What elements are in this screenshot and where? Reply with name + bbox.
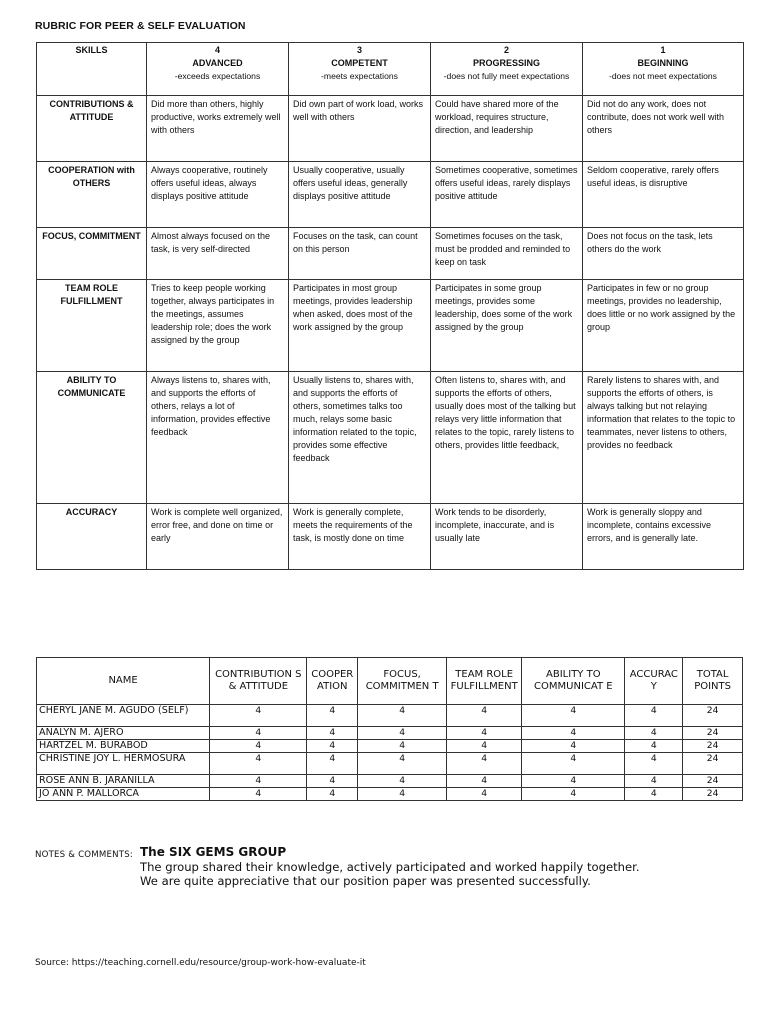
notes-line: The group shared their knowledge, actively participated and worked happily together.: [140, 859, 640, 874]
level-header-3: 3 COMPETENT -meets expectations: [289, 43, 431, 96]
rubric-cell: Did more than others, highly productive, works extremely well with others: [147, 96, 289, 162]
score-cell: 4: [358, 753, 447, 775]
skill-name: TEAM ROLE FULFILLMENT: [37, 280, 147, 372]
skill-name: CONTRIBUTIONS & ATTITUDE: [37, 96, 147, 162]
member-name: ROSE ANN B. JARANILLA: [37, 775, 210, 788]
document-title: RUBRIC FOR PEER & SELF EVALUATION: [35, 20, 246, 32]
score-cell: 4: [210, 727, 307, 740]
rubric-cell: Work is complete well organized, error free, and done on time or early: [147, 504, 289, 570]
score-cell: 4: [447, 788, 522, 801]
source-citation: Source: https://teaching.cornell.edu/resource/group-work-how-evaluate-it: [35, 958, 366, 968]
score-table: [36, 657, 743, 801]
score-cell: 4: [625, 753, 683, 775]
rubric-cell: Work is generally complete, meets the requirements of the task, is mostly done on time: [289, 504, 431, 570]
notes-line: We are quite appreciative that our position paper was presented successfully.: [140, 874, 591, 888]
score-cell: 4: [307, 705, 358, 727]
rubric-cell: Usually cooperative, usually offers useful ideas, generally displays positive attitude: [289, 162, 431, 228]
rubric-cell: Could have shared more of the workload, requires structure, direction, and leadership: [431, 96, 583, 162]
score-row: [37, 775, 743, 788]
skill-name: FOCUS, COMMITMENT: [37, 228, 147, 280]
col-header-communicate: ABILITY TO COMMUNICAT E: [522, 658, 625, 705]
total-cell: 24: [683, 705, 743, 727]
score-row: [37, 727, 743, 740]
rubric-cell: Work tends to be disorderly, incomplete, inaccurate, and is usually late: [431, 504, 583, 570]
score-cell: 4: [522, 753, 625, 775]
total-cell: 24: [683, 775, 743, 788]
rubric-cell: Often listens to, shares with, and supports the efforts of others, usually does most of the talking but relays very little information that relates to the topic, rarely listens to others, provides little feedback,: [431, 372, 583, 504]
score-cell: 4: [625, 705, 683, 727]
score-cell: 4: [358, 788, 447, 801]
notes-comments: [140, 845, 640, 889]
rubric-cell: Participates in few or no group meetings, provides no leadership, does little or no work assigned by the group: [583, 280, 744, 372]
skill-name: ABILITY TO COMMUNICATE: [37, 372, 147, 504]
score-cell: 4: [447, 705, 522, 727]
rubric-cell: Work is generally sloppy and incomplete, contains excessive errors, and is generally late.: [583, 504, 744, 570]
rubric-row: [37, 372, 744, 504]
score-cell: 4: [625, 740, 683, 753]
score-cell: 4: [522, 775, 625, 788]
total-cell: 24: [683, 727, 743, 740]
score-cell: 4: [307, 775, 358, 788]
score-cell: 4: [307, 788, 358, 801]
rubric-cell: Always listens to, shares with, and supports the efforts of others, relays a lot of information, provides effective feedback: [147, 372, 289, 504]
rubric-cell: Did own part of work load, works well with others: [289, 96, 431, 162]
member-name: ANALYN M. AJERO: [37, 727, 210, 740]
total-cell: 24: [683, 788, 743, 801]
score-cell: 4: [307, 740, 358, 753]
score-cell: 4: [307, 753, 358, 775]
rubric-row: [37, 280, 744, 372]
rubric-cell: Almost always focused on the task, is very self-directed: [147, 228, 289, 280]
score-cell: 4: [522, 727, 625, 740]
score-cell: 4: [358, 705, 447, 727]
level-header-2: 2 PROGRESSING -does not fully meet expectations: [431, 43, 583, 96]
rubric-row: [37, 504, 744, 570]
score-row: [37, 705, 743, 727]
total-cell: 24: [683, 753, 743, 775]
score-cell: 4: [522, 788, 625, 801]
rubric-cell: Tries to keep people working together, always participates in the meetings, assumes leadership role; does the work assigned by the group: [147, 280, 289, 372]
rubric-row: [37, 162, 744, 228]
level-header-1: 1 BEGINNING -does not meet expectations: [583, 43, 744, 96]
rubric-cell: Sometimes cooperative, sometimes offers useful ideas, rarely displays positive attitude: [431, 162, 583, 228]
rubric-cell: Seldom cooperative, rarely offers useful ideas, is disruptive: [583, 162, 744, 228]
skills-header: SKILLS: [37, 43, 147, 96]
score-cell: 4: [625, 727, 683, 740]
score-cell: 4: [447, 740, 522, 753]
score-cell: 4: [625, 775, 683, 788]
rubric-cell: Participates in some group meetings, provides some leadership, does some of the work assigned by the group: [431, 280, 583, 372]
col-header-accuracy: ACCURAC Y: [625, 658, 683, 705]
score-cell: 4: [307, 727, 358, 740]
score-row: [37, 753, 743, 775]
skill-name: ACCURACY: [37, 504, 147, 570]
rubric-header-row: [37, 43, 744, 96]
score-cell: 4: [625, 788, 683, 801]
member-name: HARTZEL M. BURABOD: [37, 740, 210, 753]
score-cell: 4: [358, 775, 447, 788]
member-name: CHRISTINE JOY L. HERMOSURA: [37, 753, 210, 775]
score-cell: 4: [447, 775, 522, 788]
level-header-4: 4 ADVANCED -exceeds expectations: [147, 43, 289, 96]
score-cell: 4: [447, 727, 522, 740]
score-cell: 4: [210, 740, 307, 753]
score-cell: 4: [210, 705, 307, 727]
col-header-name: NAME: [37, 658, 210, 705]
score-cell: 4: [210, 753, 307, 775]
skill-name: COOPERATION with OTHERS: [37, 162, 147, 228]
member-name: JO ANN P. MALLORCA: [37, 788, 210, 801]
total-cell: 24: [683, 740, 743, 753]
rubric-row: [37, 228, 744, 280]
notes-label: NOTES & COMMENTS:: [35, 850, 133, 860]
col-header-focus: FOCUS, COMMITMEN T: [358, 658, 447, 705]
col-header-total: TOTAL POINTS: [683, 658, 743, 705]
rubric-cell: Rarely listens to shares with, and supports the efforts of others, is always talking but not relaying information that relates to the topic to teammates, never listens to others, provides no feedback: [583, 372, 744, 504]
score-cell: 4: [358, 740, 447, 753]
col-header-cooperation: COOPER ATION: [307, 658, 358, 705]
rubric-row: [37, 96, 744, 162]
score-cell: 4: [358, 727, 447, 740]
rubric-cell: Always cooperative, routinely offers useful ideas, always displays positive attitude: [147, 162, 289, 228]
member-name: CHERYL JANE M. AGUDO (SELF): [37, 705, 210, 727]
score-row: [37, 740, 743, 753]
rubric-cell: Does not focus on the task, lets others do the work: [583, 228, 744, 280]
score-header-row: [37, 658, 743, 705]
notes-heading: The SIX GEMS GROUP: [140, 845, 287, 859]
score-cell: 4: [210, 788, 307, 801]
score-cell: 4: [522, 740, 625, 753]
col-header-team-role: TEAM ROLE FULFILLMENT: [447, 658, 522, 705]
rubric-cell: Participates in most group meetings, provides leadership when asked, does most of the work assigned by the group: [289, 280, 431, 372]
rubric-cell: Focuses on the task, can count on this person: [289, 228, 431, 280]
rubric-table: [36, 42, 744, 570]
score-cell: 4: [210, 775, 307, 788]
score-cell: 4: [447, 753, 522, 775]
score-cell: 4: [522, 705, 625, 727]
col-header-contributions: CONTRIBUTION S & ATTITUDE: [210, 658, 307, 705]
rubric-cell: Usually listens to, shares with, and supports the efforts of others, sometimes talks too much, relays some basic information related to the topic, provides some effective feedback: [289, 372, 431, 504]
rubric-cell: Sometimes focuses on the task, must be prodded and reminded to keep on task: [431, 228, 583, 280]
rubric-cell: Did not do any work, does not contribute, does not work well with others: [583, 96, 744, 162]
score-row: [37, 788, 743, 801]
